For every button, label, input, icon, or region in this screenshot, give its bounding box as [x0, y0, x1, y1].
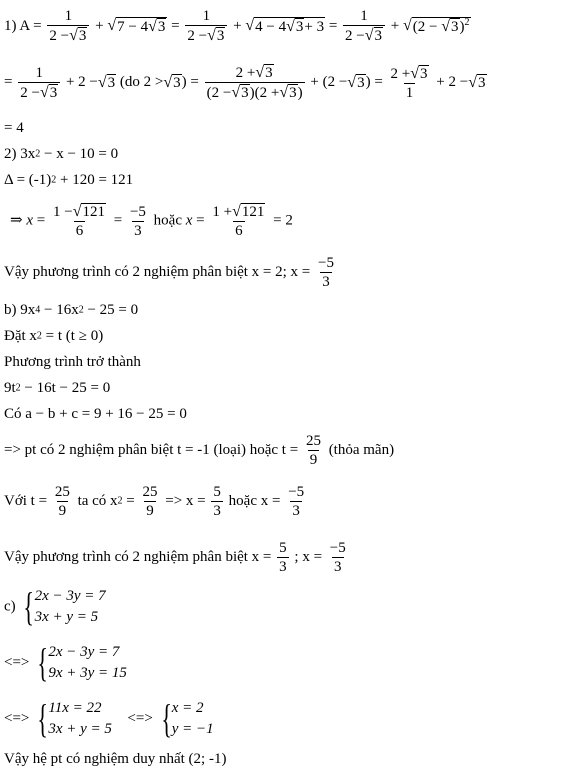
line-2: = 1 2 − √ 3 + 2 − √ 3 (do 2 > √ 3 ) = 2 + √ 3 (2 − √ 3 )(2 + √ 3 ) + (2 − √ 3 ) = 2 + √ 3 1 + 2 − √ 3: [4, 64, 486, 101]
line-ptt: Phương trình trở thành: [4, 354, 141, 371]
equation-system: { 11x = 22 3x + y = 5: [37, 696, 112, 741]
line-conclusion-1: Vậy phương trình có 2 nghiệm phân biệt x = 2; x = $\frac{-5}{3}$: [4, 255, 334, 290]
fraction: $\frac{-5}{3}$: [288, 484, 305, 519]
fraction: 1 + √ 121 6: [212, 203, 265, 239]
line-iff-1: <=> { 2x − 3y = 7 9x + 3y = 15: [4, 640, 127, 685]
line-co: Có a − b + c = 9 + 16 − 25 = 0: [4, 406, 187, 423]
fraction: 2 + √ 3 1: [390, 64, 428, 101]
fraction: $\frac{25}{9}$: [54, 484, 70, 519]
line-t-eq: 9t2 − 16t − 25 = 0: [4, 380, 111, 397]
fraction: $\frac{-5}{3}$: [329, 540, 346, 575]
line-conclusion-3: Vậy hệ pt có nghiệm duy nhất (2; -1): [4, 751, 227, 768]
sqrt: √ 4 − 4 √ 3 + 3: [245, 17, 325, 35]
line-delta: Δ = (-1)2 + 120 = 121: [4, 172, 134, 189]
fraction: $\frac{5}{3}$: [279, 540, 287, 575]
line-q2: 2) 3x2 − x − 10 = 0: [4, 146, 119, 163]
fraction: $\frac{-5}{3}$: [129, 203, 146, 239]
line-roots: ⇒ x = 1 − √ 121 6 = $\frac{-5}{3}$ hoặc x = 1 + √ 121 6 = 2: [10, 203, 293, 239]
line-iff-2: <=> { 11x = 22 3x + y = 5 <=> { x = 2 y = −1: [4, 696, 214, 741]
fraction: $\frac{5}{3}$: [213, 484, 221, 519]
sqrt: √ (2 − √ 3 )$^2$: [403, 17, 470, 35]
fraction: 2 + √ 3 (2 − √ 3 )(2 + √ 3 ): [206, 64, 303, 101]
line-c: c) { 2x − 3y = 7 3x + y = 5: [4, 584, 106, 629]
line-pt: => pt có 2 nghiệm phân biệt t = -1 (loại) hoặc t = $\frac{25}{9}$ (thỏa mãn): [4, 433, 395, 468]
equation-system: { 2x − 3y = 7 9x + 3y = 15: [37, 640, 127, 685]
line-b: b) 9x4 − 16x2 − 25 = 0: [4, 302, 139, 319]
line-conclusion-2: Vậy phương trình có 2 nghiệm phân biệt x = $\frac{5}{3}$ ; x = $\frac{-5}{3}$: [4, 540, 346, 575]
fraction: 1 2 − √ 3: [18, 65, 60, 101]
fraction: $\frac{25}{9}$: [142, 484, 158, 519]
fraction: $\frac{-5}{3}$: [318, 255, 334, 290]
sqrt: √ 7 − 4 √ 3: [107, 17, 166, 35]
equation-system: { x = 2 y = −1: [160, 696, 214, 741]
equation-system: { 2x − 3y = 7 3x + y = 5: [23, 584, 106, 629]
fraction: 1 2 − √ 3: [185, 8, 227, 44]
line-voi: Với t = $\frac{25}{9}$ ta có x2 = $\frac{25}{9}$ => x = $\frac{5}{3}$ hoặc x = $\frac{-5}{3}$: [4, 484, 305, 519]
fraction: 1 2 − √ 3: [343, 8, 385, 44]
fraction: 1 2 − √ 3: [47, 8, 89, 44]
a-label: 1) A =: [4, 17, 42, 34]
sqrt: √ 3: [69, 27, 87, 44]
fraction: $\frac{25}{9}$: [305, 433, 321, 468]
line-dat: Đặt x2 = t (t ≥ 0): [4, 328, 104, 345]
line-1: 1) A = 1 2 − √ 3 + √ 7 − 4 √ 3 = 1 2 − √ 3 + √ 4 − 4 √ 3 + 3 = 1 2 − √ 3 + √ (2 − √ 3 )$^2$: [4, 8, 470, 44]
fraction: 1 − √ 121 6: [52, 203, 105, 239]
line-eq4: = 4: [4, 120, 24, 137]
